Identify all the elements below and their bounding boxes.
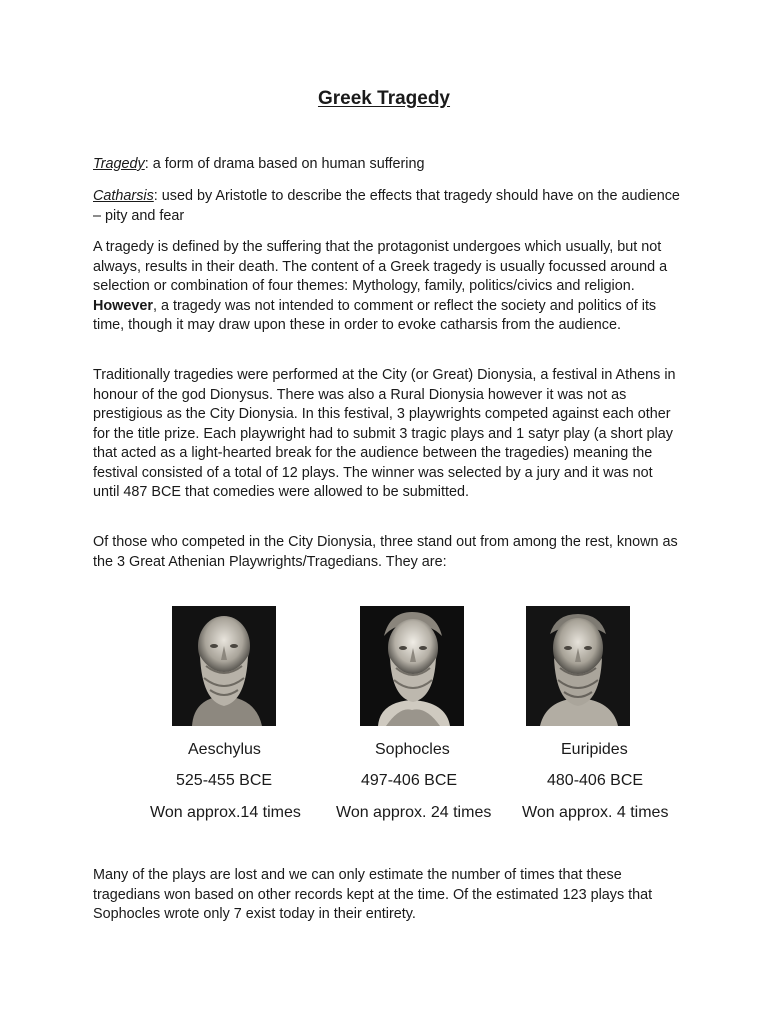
- tragedian-wins: Won approx. 24 times: [336, 804, 492, 821]
- paragraph-lost-plays: Many of the plays are lost and we can only estimate the number of times that these tragedians won based on other records kept at the time. Of the estimated 123 plays that Sophocles wrote only 7 exist today in their entirety.: [93, 867, 653, 922]
- tragedian-dates: 497-406 BCE: [361, 772, 458, 789]
- paragraph-text: A tragedy is defined by the suffering that the protagonist undergoes which usually, but not always, results in their death. The content of a Greek tragedy is usually focussed around a selection or combination of four themes: Mythology, family, politics/civics and religion.: [93, 239, 668, 294]
- tragedian-name: Sophocles: [375, 741, 450, 758]
- tragedian-wins: Won approx.14 times: [150, 804, 301, 821]
- bust-image-euripides: [526, 606, 630, 726]
- emphasis-however: However: [93, 297, 153, 314]
- definition-text: : a form of drama based on human suffering: [144, 156, 425, 172]
- paragraph-city-dionysia: Traditionally tragedies were performed at the City (or Great) Dionysia, a festival in Athens in honour of the god Dionysus. There was also a Rural Dionysia however it was not as prestigious as the City Dionysia. In this festival, 3 playwrights competed against each other for the title prize. Each playwright had to submit 3 tragic plays and 1 satyr play (a short play that acted as a light-hearted break for the audience between the tragedies) meaning the festival consisted of a total of 12 plays. The winner was selected by a jury and it was not until 487 BCE that comedies were allowed to be submitted.: [93, 367, 676, 500]
- tragedian-name: Aeschylus: [188, 741, 261, 758]
- page-title: Greek Tragedy: [317, 88, 451, 109]
- tragedians-gallery: [0, 606, 768, 846]
- paragraph-definition-of-tragedy: [93, 238, 683, 336]
- tragedian-wins: Won approx. 4 times: [522, 804, 669, 821]
- definition-text: : used by Aristotle to describe the effects that tragedy should have on the audience – pity and fear: [93, 188, 680, 224]
- definition-catharsis: [93, 187, 683, 226]
- definition-tragedy: [93, 155, 683, 175]
- paragraph-text: , a tragedy was not intended to comment or reflect the society and politics of its time, though it may draw upon these in order to evoke catharsis from the audience.: [93, 297, 657, 333]
- paragraph-three-tragedians: Of those who competed in the City Dionysia, three stand out from among the rest, known as the 3 Great Athenian Playwrights/Tragedians. They are:: [93, 534, 678, 570]
- definition-term: Tragedy: [93, 156, 145, 172]
- tragedian-dates: 480-406 BCE: [547, 772, 644, 789]
- bust-image-aeschylus: [172, 606, 276, 726]
- bust-image-sophocles: [360, 606, 464, 726]
- definition-term: Catharsis: [93, 188, 154, 204]
- tragedian-dates: 525-455 BCE: [176, 772, 273, 789]
- tragedian-name: Euripides: [561, 741, 628, 758]
